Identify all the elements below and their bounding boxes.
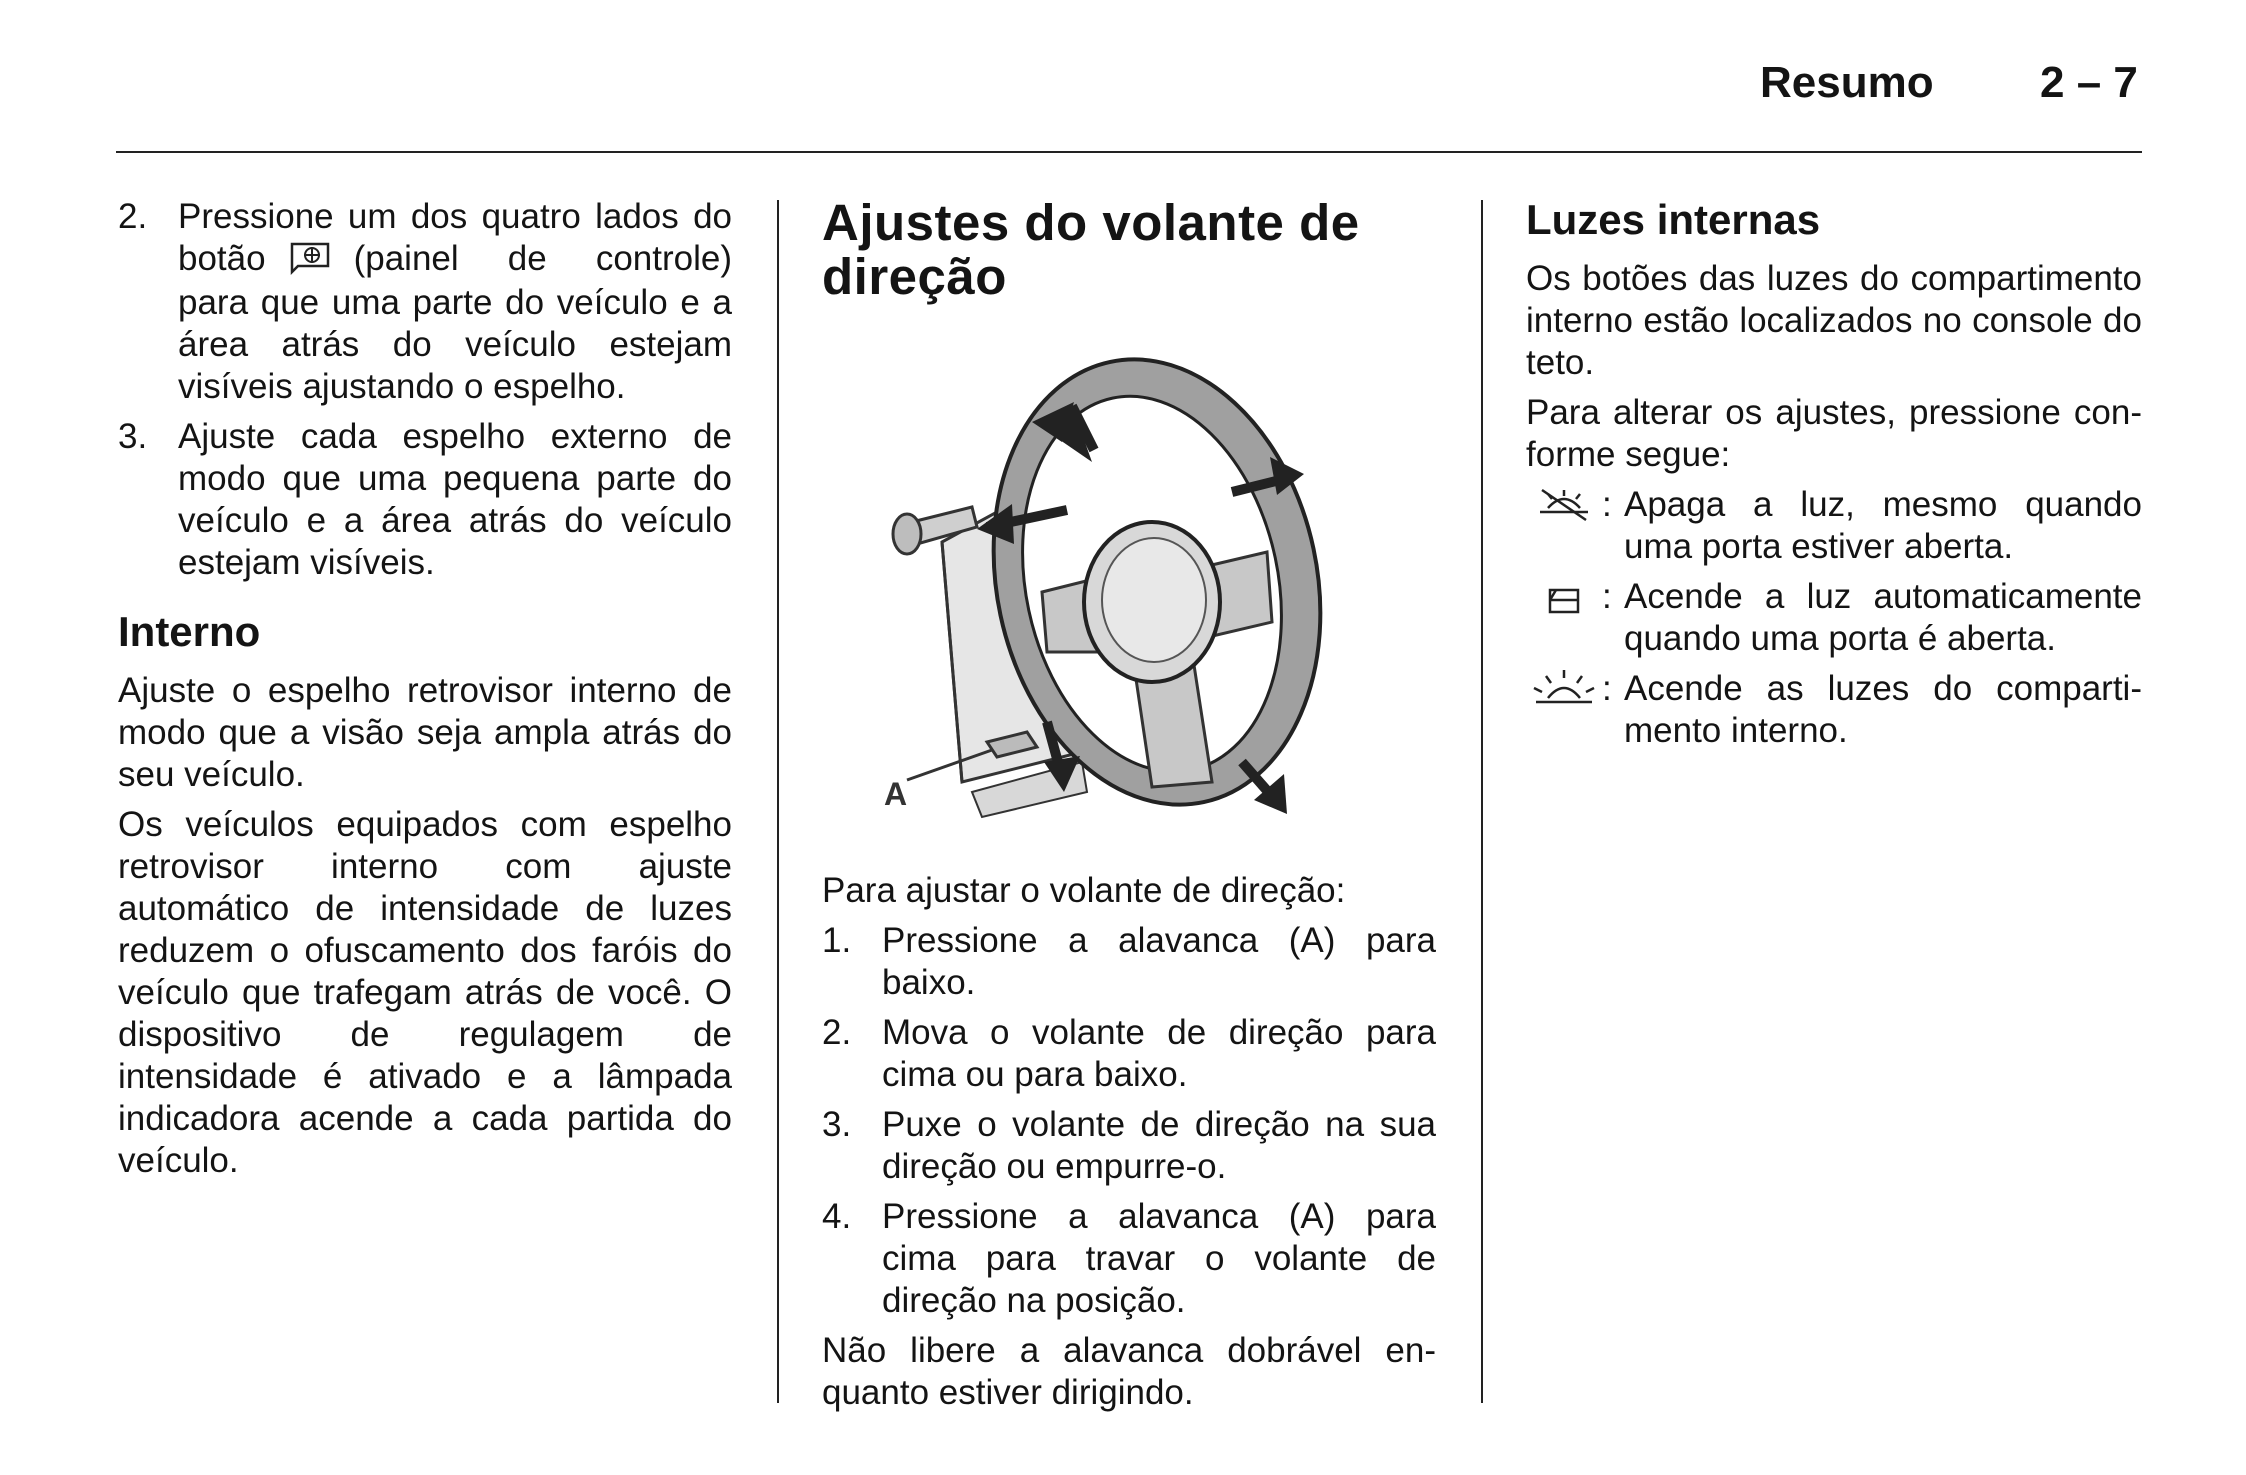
header-page-number: 2 – 7 <box>2040 58 2138 107</box>
paragraph: Para ajustar o volante de direção: <box>822 871 1346 910</box>
light-setting-row <box>1526 668 2142 752</box>
colon: : <box>1602 577 1612 616</box>
paragraph: Os veículos equipados com espelho retrovisor interno com ajuste automático de intensidade de luzes reduzem o ofuscamento dos faróis do veículo que trafegam atrás de você. O dispositivo de regulagem de intensidade é ativado e a lâmpada indicadora acende a cada partida do veículo. <box>118 804 732 1180</box>
column-divider <box>1481 200 1483 1403</box>
light-setting-text: Acende a luz automaticamente quando uma porta é aberta. <box>1624 577 2142 658</box>
middle-column <box>822 196 1436 1422</box>
light-setting-row <box>1526 576 2142 660</box>
list-text-post: (painel de controle) para que uma parte do veículo e a área atrás do veículo estejam visíveis ajustando o espelho. <box>178 239 732 406</box>
section-heading: Interno <box>118 607 261 655</box>
door-light-icon <box>1526 576 1602 618</box>
header-section-title: Resumo <box>1760 58 1934 107</box>
list-text: Pressione a alavanca (A) para baixo. <box>882 921 1436 1002</box>
list-number: 3. <box>118 416 148 456</box>
list-text-pre: Pressione um dos quatro lados do botão <box>178 197 732 278</box>
list-number: 2. <box>822 1013 852 1052</box>
list-item <box>822 1012 1436 1096</box>
list-text <box>178 196 732 408</box>
column-divider <box>777 200 779 1403</box>
figure-label: A <box>884 776 908 812</box>
right-column <box>1526 196 2142 760</box>
list-item <box>822 1104 1436 1188</box>
light-setting-text: Apaga a luz, mesmo quando uma porta estiver aberta. <box>1624 485 2142 566</box>
paragraph: Os botões das luzes do compartimento interno estão localizados no console do teto. <box>1526 259 2142 382</box>
colon: : <box>1602 669 1612 708</box>
list-text: Puxe o volante de direção na sua direção ou empurre-o. <box>882 1105 1436 1186</box>
paragraph: Não libere a alavanca dobrável enquanto estiver dirigindo. <box>822 1331 1436 1412</box>
list-text: Ajuste cada espelho externo de modo que uma pequena parte do veículo e a área atrás do veículo estejam visíveis. <box>178 416 732 582</box>
left-column <box>118 196 732 1190</box>
list-text: Pressione a alavanca (A) para cima para travar o volante de direção na posição. <box>882 1197 1436 1320</box>
colon: : <box>1602 485 1612 524</box>
steering-wheel-figure <box>822 322 1436 842</box>
light-setting-row <box>1526 484 2142 568</box>
list-number: 3. <box>822 1105 852 1144</box>
list-number: 4. <box>822 1197 852 1236</box>
paragraph: Ajuste o espelho retrovisor interno de modo que a visão seja ampla atrás do seu veículo. <box>118 670 732 794</box>
list-item <box>118 416 732 584</box>
light-setting-text: Acende as luzes do compartimento interno. <box>1624 669 2142 750</box>
list-item <box>118 196 732 408</box>
list-number: 2. <box>118 197 148 236</box>
light-on-icon <box>1526 668 1602 710</box>
list-item <box>822 920 1436 1004</box>
page-title: Ajustes do volante de direção <box>822 194 1360 305</box>
control-panel-button-icon <box>284 236 336 278</box>
header-rule <box>116 151 2142 153</box>
section-heading: Luzes internas <box>1526 196 1821 243</box>
list-number: 1. <box>822 921 852 960</box>
light-off-icon <box>1526 484 1602 526</box>
list-item <box>822 1196 1436 1322</box>
paragraph: Para alterar os ajustes, pressione conforme segue: <box>1526 393 2142 474</box>
list-text: Mova o volante de direção para cima ou para baixo. <box>882 1013 1436 1094</box>
